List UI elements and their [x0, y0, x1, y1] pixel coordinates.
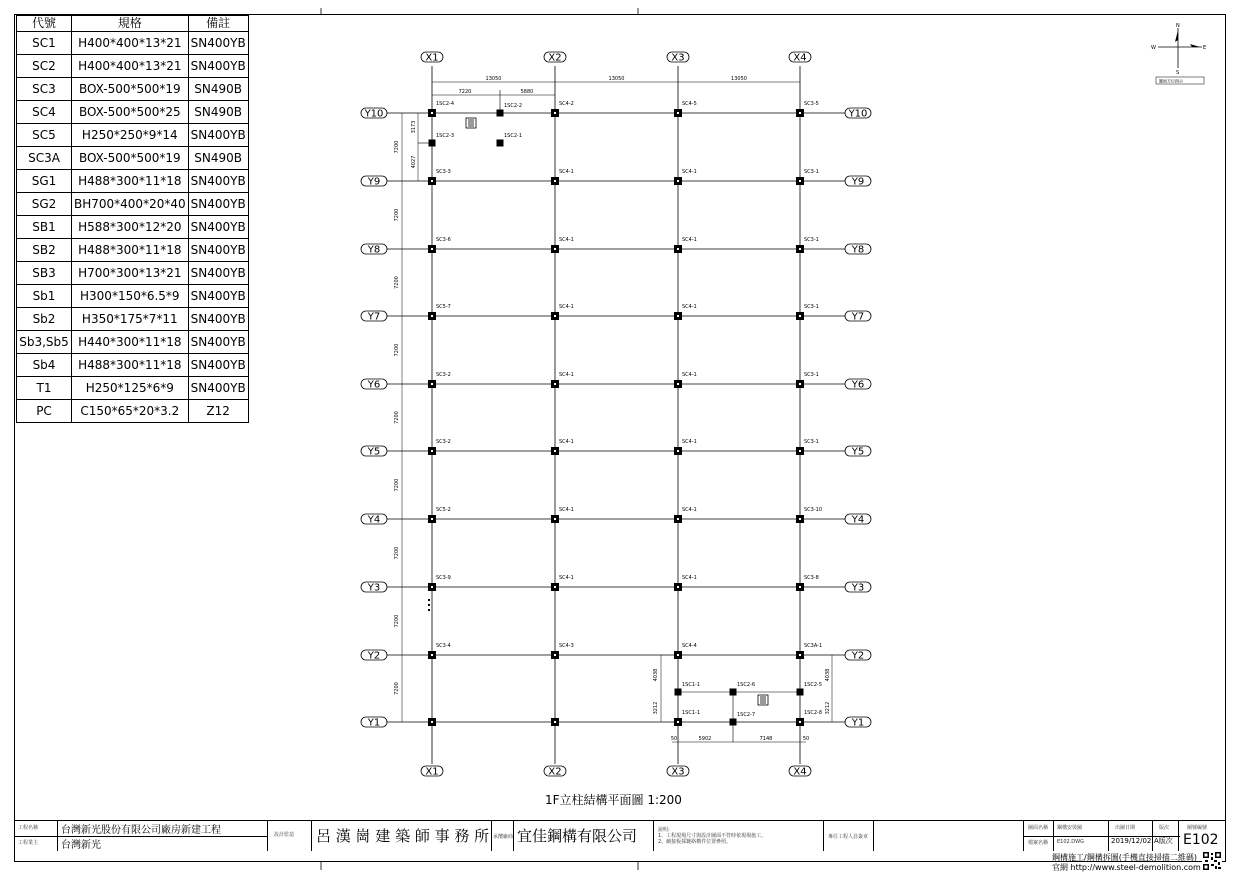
brace-dot	[428, 599, 430, 601]
spec-size-cell: H300*150*6.5*9	[72, 285, 189, 308]
column-marker-core	[431, 721, 433, 723]
brace-dot	[428, 604, 430, 606]
column-marker-core	[677, 383, 679, 385]
dim-label-y: 7200	[394, 411, 400, 424]
column-marker-core	[554, 721, 556, 723]
grid-label-y: Y9	[367, 176, 381, 188]
spec-header-code: 代號	[17, 16, 72, 32]
file-name: E102.DWG	[1057, 839, 1084, 845]
column-marker-small	[429, 140, 436, 147]
spec-note-cell: SN490B	[188, 78, 248, 101]
column-marker-core	[554, 180, 556, 182]
grid-label-y: Y9	[851, 176, 865, 188]
column-marker-core	[799, 450, 801, 452]
spec-code-cell: SB2	[17, 239, 72, 262]
dim-label-x: 13050	[485, 76, 502, 82]
column-tag: SC4-1	[559, 169, 574, 175]
dim-label-y: 7200	[394, 682, 400, 695]
north-label-s: S	[1176, 70, 1180, 76]
notes-label: 說明:	[658, 827, 670, 833]
dim-label-x-sub: 5880	[520, 89, 534, 95]
dim-label-y: 7200	[394, 140, 400, 154]
column-tag: SC3-4	[436, 643, 451, 649]
spec-size-cell: H588*300*12*20	[72, 216, 189, 239]
column-tag-extra: 1SC2-6	[737, 682, 756, 688]
spec-size-cell: H400*400*13*21	[72, 55, 189, 78]
dim-label-side: 3212	[653, 701, 659, 715]
column-tag: SC4-1	[559, 304, 574, 310]
column-tag-extra: 1SC2-7	[737, 712, 756, 718]
column-marker-core	[431, 112, 433, 114]
plan-title: 1F立柱結構平面圖 1:200	[545, 793, 682, 807]
column-marker-core	[431, 383, 433, 385]
column-marker-small	[730, 689, 737, 696]
spec-note-cell: SN400YB	[188, 32, 248, 55]
spec-size-cell: H488*300*11*18	[72, 170, 189, 193]
column-marker-small	[797, 689, 804, 696]
dim-label-x-sub: 7220	[458, 89, 472, 95]
grid-label-y: Y5	[367, 446, 381, 458]
column-marker-core	[799, 383, 801, 385]
column-tag: SC4-1	[682, 439, 697, 445]
spec-code-cell: SB3	[17, 262, 72, 285]
column-tag: SC5-2	[436, 507, 451, 513]
column-tag: 1SC2-4	[436, 101, 455, 107]
column-tag: SC4-1	[682, 304, 697, 310]
spec-note-cell: SN400YB	[188, 216, 248, 239]
column-marker-core	[554, 586, 556, 588]
column-tag: 1SC2-8	[804, 710, 823, 716]
column-tag: SC4-1	[559, 507, 574, 513]
contractor-name: 宜佳鋼構有限公司	[517, 827, 638, 845]
column-marker-small	[675, 689, 682, 696]
project-label: 工程名稱	[18, 825, 39, 831]
spec-note-cell: SN400YB	[188, 124, 248, 147]
grid-label-y: Y4	[367, 514, 381, 526]
column-tag: SC4-1	[559, 372, 574, 378]
spec-code-cell: SC3A	[17, 147, 72, 170]
spec-code-cell: SG2	[17, 193, 72, 216]
dim-label-y: 7200	[394, 478, 400, 492]
qr-code-icon[interactable]	[1202, 851, 1222, 871]
column-tag: SC3-1	[804, 237, 819, 243]
spec-size-cell: H400*400*13*21	[72, 32, 189, 55]
dim-label-bottom: 7148	[759, 736, 773, 742]
architect-name: 呂 漢 崗 建 築 師 事 務 所	[316, 827, 490, 845]
column-tag: SC4-1	[559, 575, 574, 581]
spec-note-cell: SN400YB	[188, 308, 248, 331]
column-marker-core	[431, 180, 433, 182]
grid-label-y: Y3	[851, 582, 865, 594]
dim-label-x: 13050	[731, 76, 747, 82]
column-tag: SC3-5	[804, 101, 819, 107]
grid-label-y: Y1	[851, 717, 865, 729]
spec-note-cell: SN400YB	[188, 55, 248, 78]
spec-size-cell: H488*300*11*18	[72, 239, 189, 262]
column-tag-extra: 1SC2-1	[504, 133, 523, 139]
dim-label-side: 4038	[825, 668, 831, 682]
spec-code-cell: SG1	[17, 170, 72, 193]
spec-note-cell: SN490B	[188, 147, 248, 170]
spec-code-cell: Sb3,Sb5	[17, 331, 72, 354]
grid-label-x: X4	[793, 766, 807, 778]
dim-label-y: 7200	[394, 208, 400, 222]
spec-code-cell: Sb2	[17, 308, 72, 331]
title-block	[14, 820, 1226, 851]
grid-label-y: Y2	[851, 650, 865, 662]
column-marker-core	[554, 654, 556, 656]
spec-code-cell: SB1	[17, 216, 72, 239]
spec-size-cell: H250*250*9*14	[72, 124, 189, 147]
grid-label-y: Y1	[367, 717, 381, 729]
grid-label-y: Y8	[851, 244, 865, 256]
north-label-n: N	[1176, 23, 1180, 29]
column-marker-core	[799, 180, 801, 182]
column-marker-core	[677, 450, 679, 452]
dim-label-bottom: 50	[670, 736, 678, 742]
spec-size-cell: BOX-500*500*19	[72, 78, 189, 101]
version: A版次	[1154, 837, 1173, 845]
column-tag: SC3-1	[804, 439, 819, 445]
drawing-name: 鋼構安裝圖	[1057, 825, 1083, 831]
column-marker-core	[554, 450, 556, 452]
column-tag: SC4-1	[559, 237, 574, 243]
column-marker-core	[431, 248, 433, 250]
footer-url[interactable]: 官網 http://www.steel-demolition.com	[1052, 863, 1201, 872]
column-marker-core	[677, 315, 679, 317]
column-tag: SC3-1	[804, 304, 819, 310]
engineer-label: 專任工程人員簽章	[828, 834, 869, 840]
spec-code-cell: SC4	[17, 101, 72, 124]
spec-header-note: 備註	[188, 16, 248, 32]
north-caption: 圖面方位指示	[1159, 78, 1183, 84]
note-1: 1、工程現場尺寸與設計圖面不符時依現場施工。	[658, 833, 767, 839]
grid-label-y: Y10	[848, 108, 868, 120]
column-marker-core	[799, 586, 801, 588]
spec-size-cell: H250*125*6*9	[72, 377, 189, 400]
column-marker-core	[799, 112, 801, 114]
column-marker-core	[799, 315, 801, 317]
dim-label-side: 4038	[653, 668, 659, 682]
grid-label-y: Y6	[851, 379, 865, 391]
column-marker-core	[677, 518, 679, 520]
brace-dot	[428, 609, 430, 611]
spec-note-cell: SN400YB	[188, 262, 248, 285]
date-label: 出圖日期	[1115, 825, 1136, 831]
grid-label-y: Y4	[851, 514, 865, 526]
column-marker-core	[799, 721, 801, 723]
column-tag: SC4-1	[682, 237, 697, 243]
spec-code-cell: Sb4	[17, 354, 72, 377]
dim-label-bottom: 50	[802, 736, 810, 742]
grid-label-y: Y6	[367, 379, 381, 391]
column-tag-extra: 1SC2-5	[804, 682, 823, 688]
drawing-name-label: 圖面名稱	[1028, 825, 1049, 831]
grid-label-x: X4	[793, 52, 807, 64]
north-label-w: W	[1151, 45, 1156, 51]
grid-label-x: X2	[548, 766, 562, 778]
note-2: 2、續接板採鏈絡構件位置參照。	[658, 839, 732, 845]
grid-label-y: Y10	[364, 108, 384, 120]
grid-label-x: X3	[671, 766, 685, 778]
column-tag: SC3A-1	[804, 643, 823, 649]
grid-label-x: X1	[425, 52, 439, 64]
issue-date: 2019/12/02	[1111, 837, 1152, 845]
project-name: 台灣新光股份有限公司廠房新建工程	[61, 825, 221, 836]
spec-size-cell: H700*300*13*21	[72, 262, 189, 285]
spec-size-cell: BOX-500*500*19	[72, 147, 189, 170]
dim-label-y-sub: 3173	[411, 120, 417, 134]
north-label-e: E	[1203, 45, 1207, 51]
spec-code-cell: PC	[17, 400, 72, 423]
column-marker-core	[431, 586, 433, 588]
spec-note-cell: SN400YB	[188, 331, 248, 354]
spec-code-cell: T1	[17, 377, 72, 400]
grid-label-y: Y3	[367, 582, 381, 594]
column-tag: SC3-8	[804, 575, 819, 581]
column-marker-core	[677, 654, 679, 656]
grid-label-y: Y2	[367, 650, 381, 662]
dim-label-y: 7200	[394, 276, 400, 289]
column-tag: SC4-1	[682, 575, 697, 581]
sheet-number: E102	[1183, 832, 1219, 848]
grid-label-y: Y8	[367, 244, 381, 256]
column-marker-core	[431, 315, 433, 317]
dim-label-x: 13050	[608, 76, 625, 82]
spec-code-cell: SC5	[17, 124, 72, 147]
column-tag-extra: 1SC2-3	[436, 133, 455, 139]
column-marker-core	[799, 518, 801, 520]
spec-code-cell: SC1	[17, 32, 72, 55]
column-marker-small	[497, 140, 504, 147]
column-tag: SC4-3	[559, 643, 574, 649]
dim-label-y-sub: 4027	[411, 155, 417, 169]
grid-label-x: X3	[671, 52, 685, 64]
column-marker-core	[799, 248, 801, 250]
column-tag: SC4-2	[559, 101, 574, 107]
column-marker-core	[554, 315, 556, 317]
spec-note-cell: SN400YB	[188, 239, 248, 262]
spec-code-cell: SC3	[17, 78, 72, 101]
column-tag: SC3-6	[436, 237, 451, 243]
dim-label-y: 7200	[394, 343, 400, 357]
spec-note-cell: SN400YB	[188, 354, 248, 377]
spec-size-cell: H488*300*11*18	[72, 354, 189, 377]
dim-label-y: 7200	[394, 546, 400, 560]
column-tag: SC3-10	[804, 507, 823, 513]
dim-label-y: 7200	[394, 614, 400, 628]
owner-label: 工程業主	[18, 840, 39, 846]
column-tag: SC3-1	[804, 372, 819, 378]
spec-size-cell: BOX-500*500*25	[72, 101, 189, 124]
column-marker-core	[799, 654, 801, 656]
column-tag: SC3-2	[436, 439, 451, 445]
north-arrow-icon	[1150, 20, 1210, 90]
spec-note-cell: SN400YB	[188, 285, 248, 308]
column-marker-small	[497, 110, 504, 117]
spec-size-cell: H440*300*11*18	[72, 331, 189, 354]
column-tag: SC3-1	[804, 169, 819, 175]
column-tag: SC5-7	[436, 304, 451, 310]
design-label: 設計監造	[274, 832, 295, 838]
column-marker-core	[431, 450, 433, 452]
grid-label-y: Y7	[367, 311, 381, 323]
column-marker-core	[677, 248, 679, 250]
column-marker-core	[677, 112, 679, 114]
column-tag: SC4-4	[682, 643, 697, 649]
file-name-label: 檔案名稱	[1028, 840, 1049, 846]
column-tag: 1SC1-1	[682, 710, 701, 716]
column-tag-extra: 1SC1-1	[682, 682, 701, 688]
contractor-label: 承攬廠商	[493, 834, 514, 840]
grid-label-x: X2	[548, 52, 562, 64]
column-marker-small	[730, 719, 737, 726]
column-tag: SC4-1	[682, 507, 697, 513]
column-tag: SC3-2	[436, 372, 451, 378]
spec-size-cell: BH700*400*20*40	[72, 193, 189, 216]
spec-size-cell: H350*175*7*11	[72, 308, 189, 331]
sheet-label: 圖號編號	[1187, 825, 1208, 831]
spec-note-cell: Z12	[188, 400, 248, 423]
column-marker-core	[677, 721, 679, 723]
column-marker-core	[677, 586, 679, 588]
dim-label-side: 3212	[825, 701, 831, 715]
spec-header-size: 規格	[72, 16, 189, 32]
column-marker-core	[554, 518, 556, 520]
column-tag-extra: 1SC2-2	[504, 103, 523, 109]
grid-label-y: Y5	[851, 446, 865, 458]
column-marker-core	[554, 112, 556, 114]
grid-label-y: Y7	[851, 311, 865, 323]
owner-name: 台灣新光	[61, 840, 101, 851]
dim-label-bottom: 5902	[698, 736, 712, 742]
spec-note-cell: SN400YB	[188, 170, 248, 193]
column-tag: SC4-5	[682, 101, 697, 107]
spec-code-cell: Sb1	[17, 285, 72, 308]
grid-label-x: X1	[425, 766, 439, 778]
column-tag: SC4-1	[682, 169, 697, 175]
spec-note-cell: SN400YB	[188, 193, 248, 216]
column-marker-core	[431, 654, 433, 656]
column-tag: SC4-1	[559, 439, 574, 445]
spec-code-cell: SC2	[17, 55, 72, 78]
column-marker-core	[431, 518, 433, 520]
spec-size-cell: C150*65*20*3.2	[72, 400, 189, 423]
column-marker-core	[677, 180, 679, 182]
column-tag: SC3-3	[436, 169, 451, 175]
version-label: 版次	[1159, 825, 1170, 831]
spec-note-cell: SN490B	[188, 101, 248, 124]
spec-note-cell: SN400YB	[188, 377, 248, 400]
column-tag: SC4-1	[682, 372, 697, 378]
column-marker-core	[554, 248, 556, 250]
column-tag: SC3-9	[436, 575, 451, 581]
column-marker-core	[554, 383, 556, 385]
footer-line-1: 鋼構施工/鋼構拆圖(手機直接掃描二維碼)	[1052, 853, 1197, 862]
